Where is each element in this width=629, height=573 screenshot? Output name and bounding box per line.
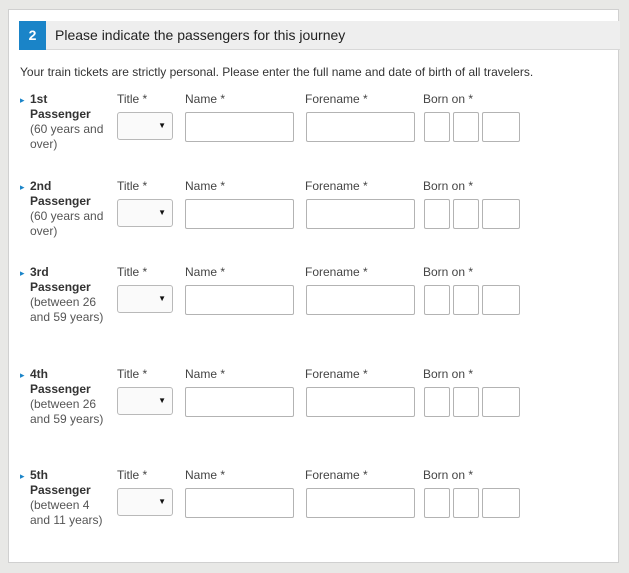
- birth-day-input[interactable]: [424, 199, 450, 229]
- forename-input[interactable]: [306, 285, 415, 315]
- forename-label: Forename *: [305, 367, 368, 381]
- dropdown-arrow-icon: ▼: [158, 294, 166, 303]
- born-on-label: Born on *: [423, 367, 474, 381]
- passenger-row-2: [9, 179, 620, 274]
- born-on-label: Born on *: [423, 179, 474, 193]
- birth-day-input[interactable]: [424, 285, 450, 315]
- passenger-age-group: (60 years and over): [30, 122, 104, 151]
- born-on-label: Born on *: [423, 468, 474, 482]
- name-input[interactable]: [185, 387, 294, 417]
- birth-year-input[interactable]: [482, 112, 520, 142]
- birth-month-input[interactable]: [453, 112, 479, 142]
- name-label: Name *: [185, 468, 226, 482]
- birth-day-input[interactable]: [424, 387, 450, 417]
- title-select[interactable]: [117, 285, 173, 313]
- forename-label: Forename *: [305, 92, 368, 106]
- birth-month-input[interactable]: [453, 488, 479, 518]
- passenger-label: Passenger: [30, 107, 91, 121]
- forename-label: Forename *: [305, 179, 368, 193]
- passenger-ordinal: 3rd: [30, 265, 49, 279]
- title-select[interactable]: [117, 112, 173, 140]
- passenger-age-group: (between 26 and 59 years): [30, 295, 104, 324]
- name-label: Name *: [185, 92, 226, 106]
- forename-label: Forename *: [305, 265, 368, 279]
- birth-year-input[interactable]: [482, 488, 520, 518]
- name-input[interactable]: [185, 199, 294, 229]
- title-select[interactable]: [117, 387, 173, 415]
- name-label: Name *: [185, 367, 226, 381]
- passenger-ordinal: 5th: [30, 468, 48, 482]
- passenger-row-5: [9, 468, 620, 563]
- bullet-arrow-icon: ▸: [20, 471, 25, 481]
- birth-day-input[interactable]: [424, 488, 450, 518]
- title-label: Title *: [117, 367, 148, 381]
- name-input[interactable]: [185, 488, 294, 518]
- bullet-arrow-icon: ▸: [20, 95, 25, 105]
- bullet-arrow-icon: ▸: [20, 370, 25, 380]
- section-header: [19, 21, 620, 50]
- passenger-ordinal: 4th: [30, 367, 48, 381]
- passenger-row-1: [9, 92, 620, 187]
- forename-input[interactable]: [306, 112, 415, 142]
- bullet-arrow-icon: ▸: [20, 268, 25, 278]
- section-title: Please indicate the passengers for this journey: [55, 27, 346, 43]
- dropdown-arrow-icon: ▼: [158, 497, 166, 506]
- passenger-age-group: (between 4 and 11 years): [30, 498, 103, 527]
- name-input[interactable]: [185, 112, 294, 142]
- passengers-panel: [8, 9, 619, 563]
- title-select[interactable]: [117, 199, 173, 227]
- forename-input[interactable]: [306, 199, 415, 229]
- birth-month-input[interactable]: [453, 199, 479, 229]
- title-label: Title *: [117, 92, 148, 106]
- passenger-label: Passenger: [30, 382, 91, 396]
- birth-day-input[interactable]: [424, 112, 450, 142]
- title-select[interactable]: [117, 488, 173, 516]
- birth-year-input[interactable]: [482, 199, 520, 229]
- passenger-ordinal: 1st: [30, 92, 48, 106]
- bullet-arrow-icon: ▸: [20, 182, 25, 192]
- birth-year-input[interactable]: [482, 285, 520, 315]
- name-input[interactable]: [185, 285, 294, 315]
- forename-input[interactable]: [306, 387, 415, 417]
- dropdown-arrow-icon: ▼: [158, 121, 166, 130]
- dropdown-arrow-icon: ▼: [158, 208, 166, 217]
- birth-year-input[interactable]: [482, 387, 520, 417]
- dropdown-arrow-icon: ▼: [158, 396, 166, 405]
- passenger-ordinal: 2nd: [30, 179, 52, 193]
- name-label: Name *: [185, 265, 226, 279]
- forename-input[interactable]: [306, 488, 415, 518]
- passenger-row-4: [9, 367, 620, 462]
- step-badge: 2: [19, 21, 46, 50]
- passenger-row-3: [9, 265, 620, 360]
- passenger-age-group: (between 26 and 59 years): [30, 397, 104, 426]
- title-label: Title *: [117, 468, 148, 482]
- born-on-label: Born on *: [423, 265, 474, 279]
- intro-text: Your train tickets are strictly personal. Please enter the full name and date of birth of all travelers.: [20, 65, 534, 79]
- title-label: Title *: [117, 265, 148, 279]
- name-label: Name *: [185, 179, 226, 193]
- title-label: Title *: [117, 179, 148, 193]
- passenger-age-group: (60 years and over): [30, 209, 104, 238]
- birth-month-input[interactable]: [453, 387, 479, 417]
- passenger-label: Passenger: [30, 280, 91, 294]
- passenger-label: Passenger: [30, 194, 91, 208]
- forename-label: Forename *: [305, 468, 368, 482]
- birth-month-input[interactable]: [453, 285, 479, 315]
- passenger-label: Passenger: [30, 483, 91, 497]
- born-on-label: Born on *: [423, 92, 474, 106]
